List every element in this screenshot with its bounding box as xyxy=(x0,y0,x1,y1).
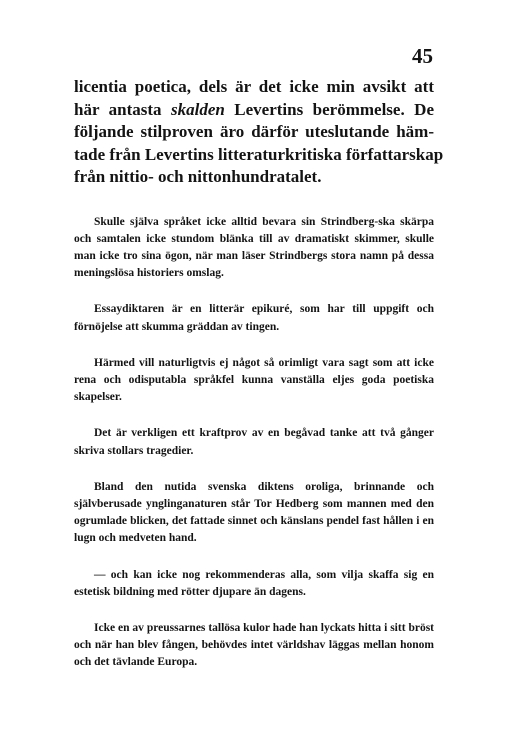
intro-line-2-start: här antasta xyxy=(74,99,171,119)
intro-line-1: licentia poetica, dels är det icke min avsikt att xyxy=(74,77,434,96)
quote-paragraph: Bland den nutida svenska diktens oroliga, brinnande och självberusade ynglinganaturen står Tor Hedberg som mannen med den ogrumlade blicken, det fattade sinnet och känslans pendel fast hållen i en lugn och medveten hand. xyxy=(74,480,434,545)
quote-paragraph: Det är verkligen ett kraftprov av en begåvad tanke att två gånger skriva stollars tragedier. xyxy=(74,427,434,457)
quote-paragraph: — och kan icke nog rekommenderas alla, som vilja skaffa sig en estetisk bildning med rötter djupare än dagens. xyxy=(74,568,434,598)
intro-line-2 xyxy=(74,99,434,122)
intro-line-2-end: Levertins berömmelse. De xyxy=(224,99,434,119)
emphasized-word: skalden xyxy=(171,99,225,119)
intro-line-3: följande stilproven äro därför uteslutande häm- xyxy=(74,122,434,141)
quote-paragraph: Skulle själva språket icke alltid bevara sin Strindberg-ska skärpa och samtalen icke stundom blänka till av dramatiskt skimmer, skulle man icke tro sina ögon, när man läser Strindbergs stora namn på dessa meningslösa historiers omslag. xyxy=(74,215,434,280)
intro-paragraph xyxy=(74,76,444,189)
intro-line-5: från nittio- och nittonhundratalet. xyxy=(74,167,322,186)
quote-paragraph: Icke en av preussarnes tallösa kulor hade han lyckats hitta i sitt bröst och när han blev fången, behövdes intet världshav läggas mellan honom och det tävlande Europa. xyxy=(74,621,434,669)
quote-paragraph: Härmed vill naturligtvis ej något så orimligt vara sagt som att icke rena och odisputabla språkfel kunna vanställa eljes goda poetiska skapelser. xyxy=(74,356,434,404)
body-text xyxy=(74,76,444,691)
quotations xyxy=(74,214,434,672)
intro-line-4: tade från Levertins litteraturkritiska författarskap xyxy=(74,144,444,164)
page-number: 45 xyxy=(412,44,433,68)
quote-paragraph: Essaydiktaren är en litterär epikuré, som har till uppgift och förnöjelse att skumma gräddan av tingen. xyxy=(74,303,434,333)
